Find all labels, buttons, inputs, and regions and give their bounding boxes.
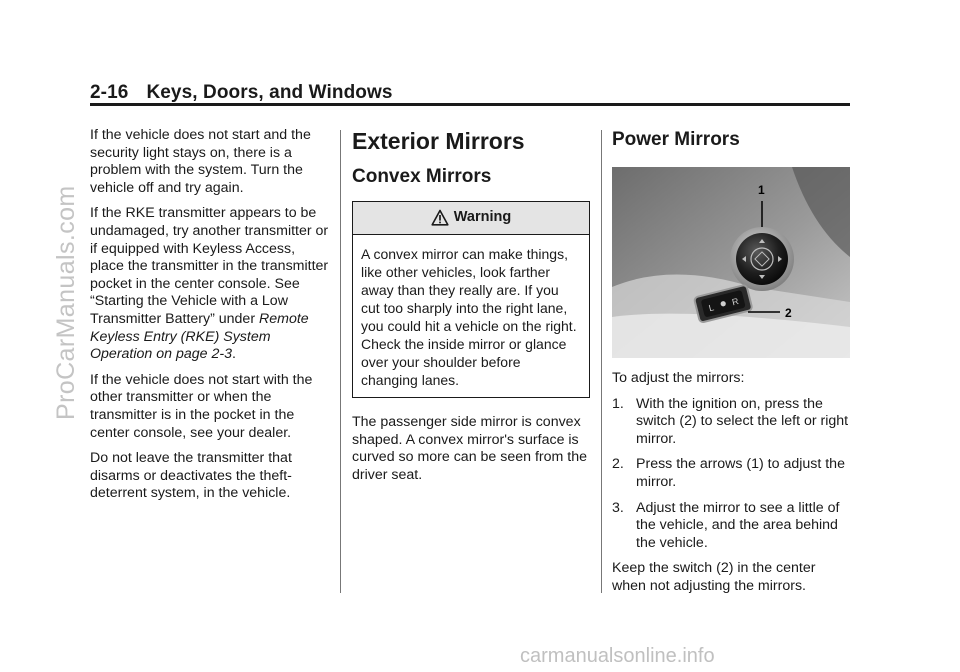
section-title: Exterior Mirrors bbox=[352, 128, 525, 154]
paragraph-end: . bbox=[231, 346, 236, 363]
list-item bbox=[612, 456, 852, 491]
paragraph: If the vehicle does not start and the security light stays on, there is a problem with the system. Turn the vehicle off and try again. bbox=[90, 127, 311, 196]
callout-2: 2 bbox=[785, 306, 792, 320]
paragraph: If the vehicle does not start with the other transmitter or when the transmitter is in the pocket in the center console, see your dealer. bbox=[90, 371, 313, 441]
cross-reference-link[interactable]: Remote Keyless Entry (RKE) System Operation on page 2-3 bbox=[90, 310, 309, 363]
step-number: 3. bbox=[612, 499, 624, 516]
header-rule bbox=[90, 103, 850, 106]
steps-list bbox=[612, 396, 852, 553]
step-number: 2. bbox=[612, 456, 624, 473]
column-1 bbox=[90, 127, 330, 511]
warning-title: Warning bbox=[453, 209, 512, 226]
warning-box bbox=[352, 201, 590, 398]
chapter-title: Keys, Doors, and Windows bbox=[146, 82, 393, 103]
step-text: With the ignition on, press the switch (2) to select the left or right mirror. bbox=[636, 395, 849, 447]
side-watermark: ProCarManuals.com bbox=[52, 185, 80, 420]
paragraph: The passenger side mirror is convex shaped. A convex mirror's surface is curved so more can be seen from the driver seat. bbox=[352, 414, 588, 483]
mirror-switch-illustration bbox=[612, 167, 850, 358]
switch-label-left: L bbox=[707, 302, 715, 314]
bottom-watermark: carmanualsonline.info bbox=[520, 645, 715, 667]
paragraph: Do not leave the transmitter that disarms or deactivates the theft-deterrent system, in the vehicle. bbox=[90, 450, 292, 502]
subsection-title: Convex Mirrors bbox=[352, 166, 492, 187]
list-item bbox=[612, 500, 852, 553]
section-title: Power Mirrors bbox=[612, 129, 740, 150]
warning-header bbox=[353, 202, 589, 235]
step-text: Adjust the mirror to see a little of the vehicle, and the area behind the vehicle. bbox=[636, 499, 840, 551]
warning-text: A convex mirror can make things, like other vehicles, look farther away than they really are. If you cut too sharply into the right lane, you could hit a vehicle on the right. Check the inside mirror or glance over your shoulder before changing lanes. bbox=[361, 246, 577, 388]
switch-label-right: R bbox=[730, 296, 740, 308]
paragraph: Keep the switch (2) in the center when not adjusting the mirrors. bbox=[612, 560, 816, 594]
page-header bbox=[90, 82, 850, 104]
column-3 bbox=[612, 127, 852, 604]
warning-icon bbox=[431, 209, 449, 227]
column-divider bbox=[340, 130, 341, 593]
column-divider bbox=[601, 130, 602, 593]
paragraph: To adjust the mirrors: bbox=[612, 370, 745, 386]
paragraph-text: If the RKE transmitter appears to be undamaged, try another transmitter or if equipped with Keyless Access, place the transmitter in the transmitter pocket in the center console. See “Starting the Vehicle with a Low Transmitter Battery” under bbox=[90, 205, 329, 327]
list-item bbox=[612, 396, 852, 449]
step-number: 1. bbox=[612, 395, 624, 412]
callout-1: 1 bbox=[758, 183, 765, 197]
page-number: 2-16 bbox=[90, 82, 129, 103]
column-2 bbox=[352, 127, 592, 492]
step-text: Press the arrows (1) to adjust the mirror. bbox=[636, 456, 845, 490]
paragraph bbox=[90, 205, 330, 363]
